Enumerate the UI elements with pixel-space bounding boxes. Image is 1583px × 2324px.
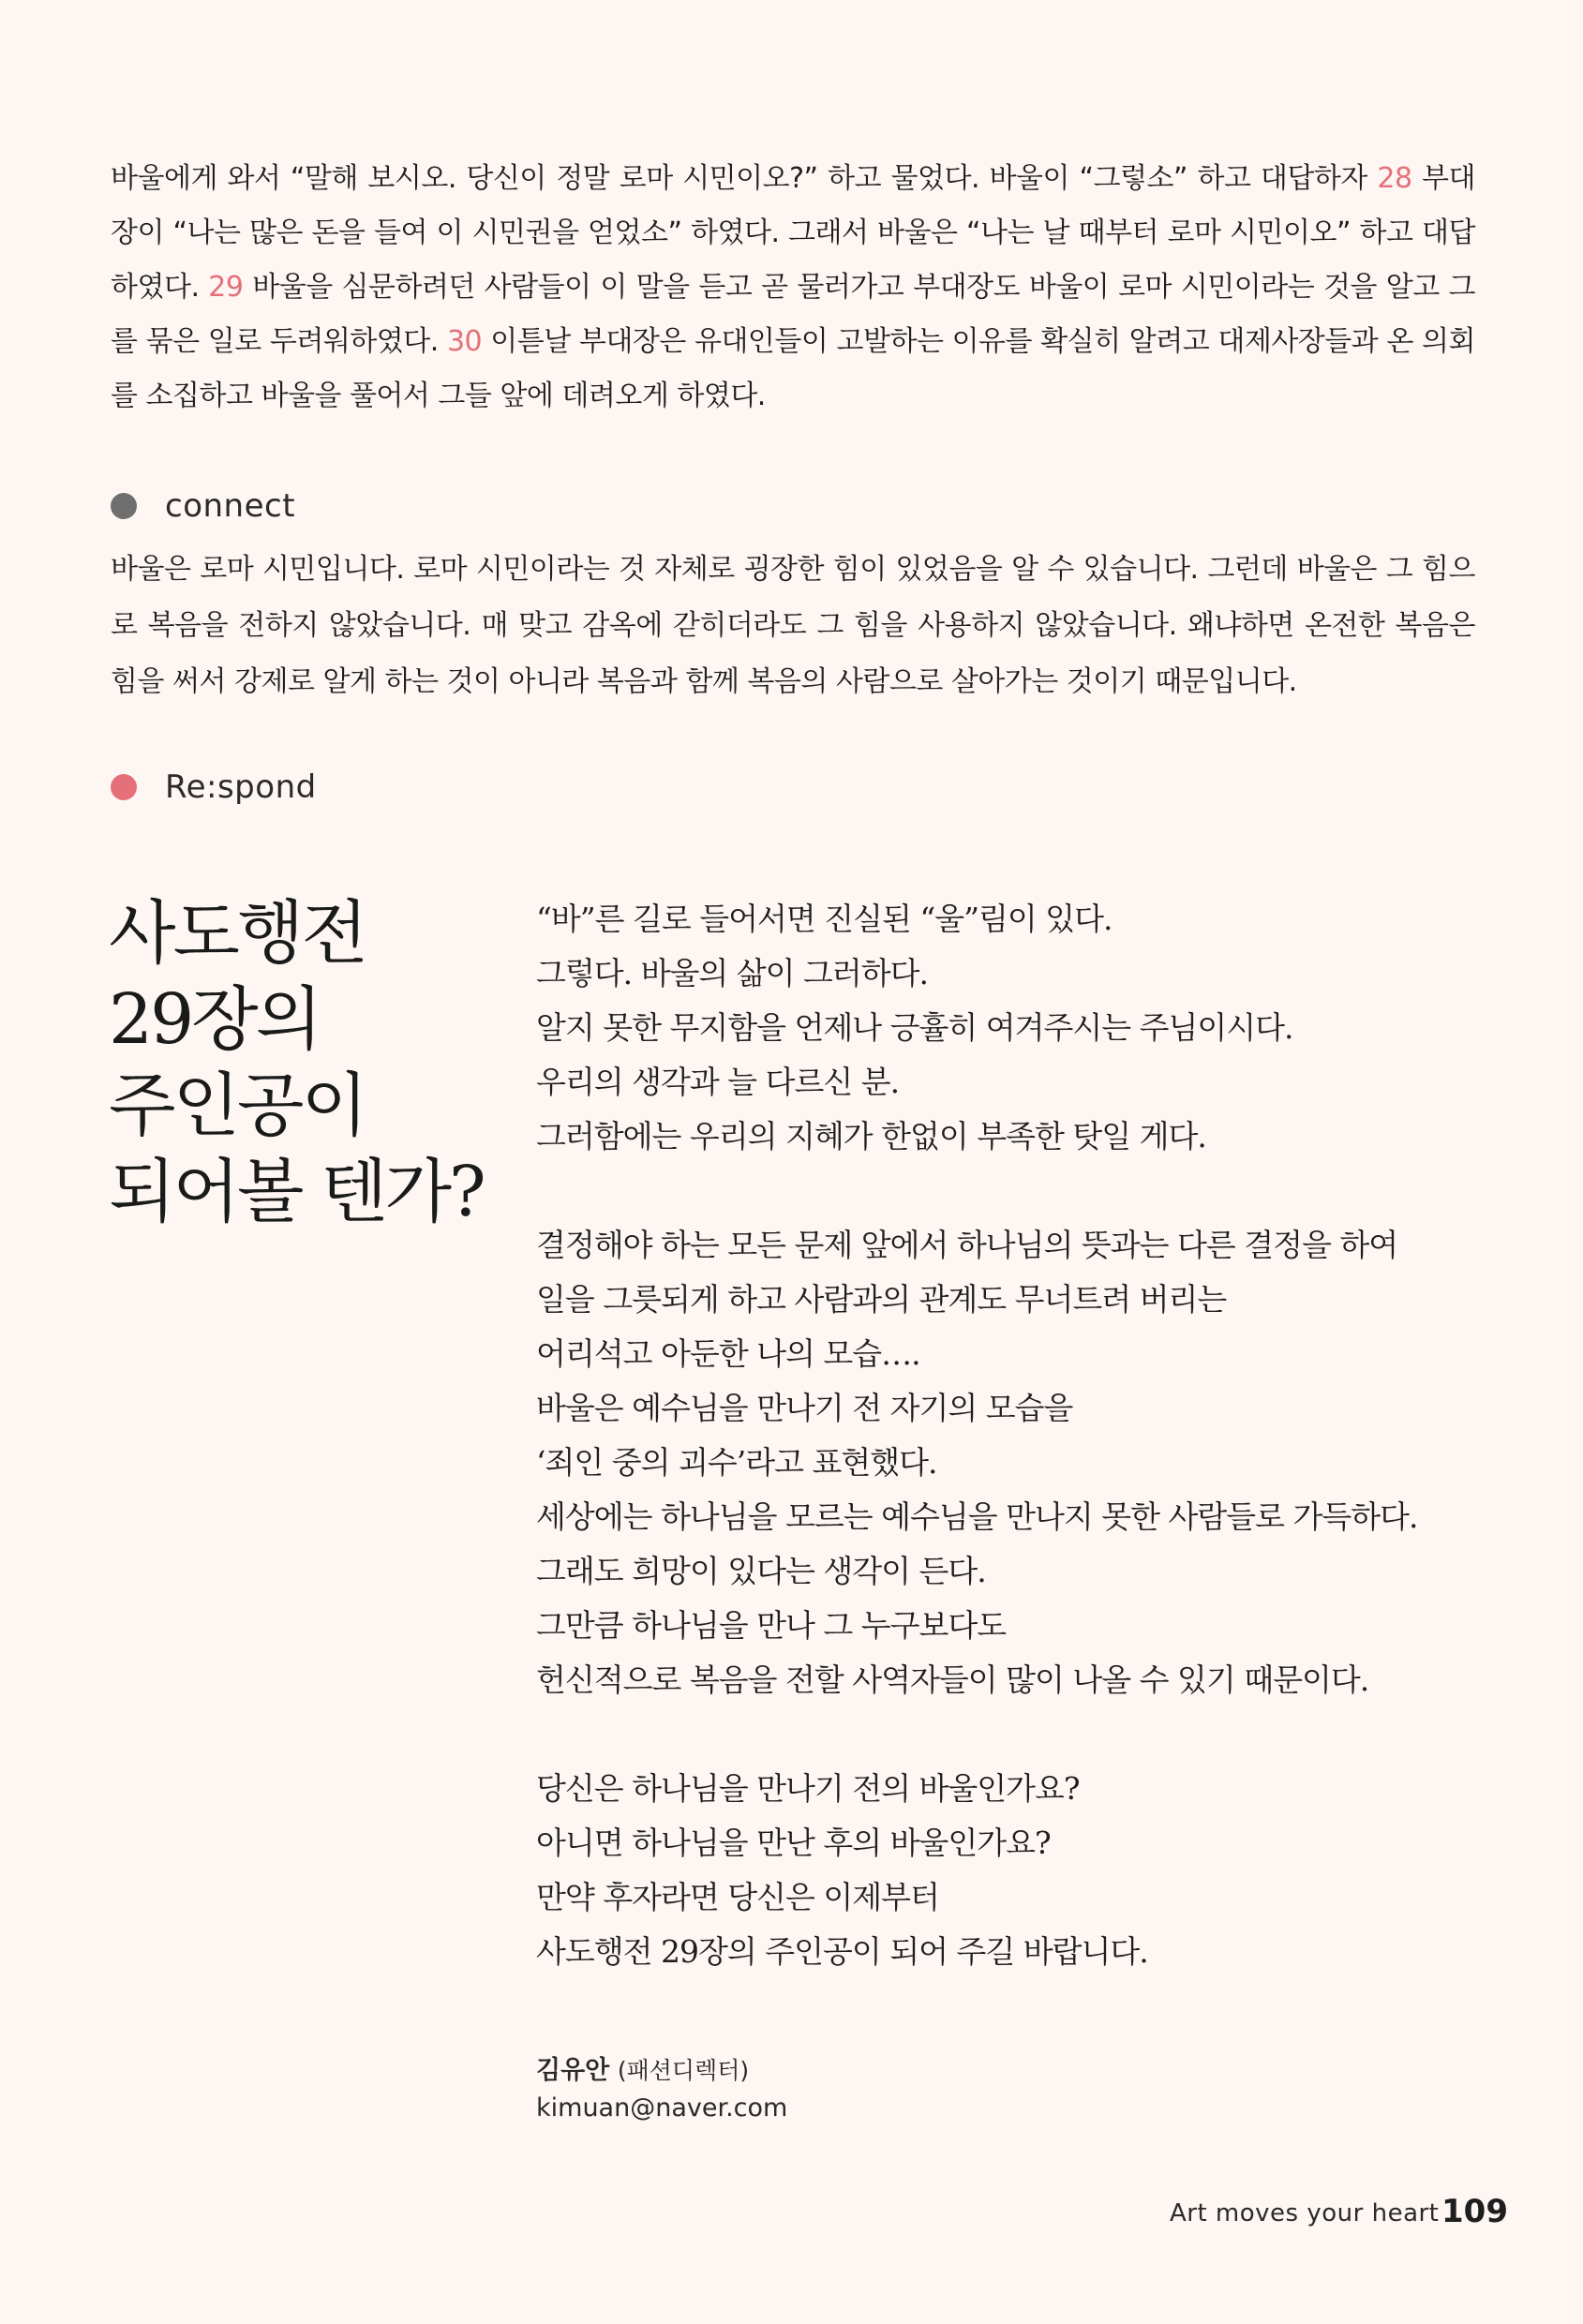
poem-line: 그만큼 하나님을 만나 그 누구보다도 (536, 1607, 1007, 1644)
poem-line: ‘죄인 중의 괴수’라고 표현했다. (536, 1444, 937, 1481)
verse-number: 30 (446, 325, 483, 358)
verse-number: 29 (208, 271, 244, 304)
scripture-text: 바울에게 와서 “말해 보시오. 당신이 정말 로마 시민이오?” 하고 물었다. 바울이 “그렇소” 하고 대답하자 (111, 162, 1378, 195)
pink-bullet-icon (111, 774, 137, 800)
poem-line: 어리석고 아둔한 나의 모습…. (536, 1335, 920, 1372)
connect-heading (111, 487, 295, 525)
poem-line: 일을 그릇되게 하고 사람과의 관계도 무너트려 버리는 (536, 1281, 1227, 1318)
scripture-passage (111, 152, 1475, 424)
poem-line: 헌신적으로 복음을 전할 사역자들이 많이 나올 수 있기 때문이다. (536, 1661, 1369, 1698)
gray-bullet-icon (111, 493, 137, 519)
poem-line: 그래도 희망이 있다는 생각이 든다. (536, 1553, 986, 1589)
verse-number: 28 (1377, 162, 1412, 195)
poem-stanza (536, 1762, 1483, 1979)
respond-poem (536, 892, 1483, 1979)
poem-line: “바”른 길로 들어서면 진실된 “울”림이 있다. (536, 901, 1113, 937)
poem-line: 사도행전 29장의 주인공이 되어 주길 바랍니다. (536, 1933, 1148, 1970)
poem-line: 그렇다. 바울의 삶이 그러하다. (536, 955, 928, 991)
poem-line: 알지 못한 무지함을 언제나 긍휼히 여겨주시는 주님이시다. (536, 1009, 1293, 1046)
respond-title (109, 890, 521, 1235)
poem-line: 우리의 생각과 늘 다르신 분. (536, 1064, 900, 1100)
title-line: 사도행전 (109, 893, 366, 974)
respond-heading-label: Re:spond (165, 768, 317, 806)
poem-line: 바울은 예수님을 만나기 전 자기의 모습을 (536, 1390, 1073, 1426)
scripture-text: 바울을 심문하려던 사람들이 이 말을 듣고 곧 물러가고 부대장도 바울이 로마 시민이라는 것을 알고 그를 묶은 일로 두려워하였다. (111, 271, 1475, 358)
poem-stanza (536, 892, 1483, 1164)
author-email: kimuan@naver.com (536, 2093, 788, 2123)
respond-heading (111, 768, 317, 806)
title-line: 되어볼 텐가? (109, 1152, 484, 1232)
poem-line: 세상에는 하나님을 모르는 예수님을 만나지 못한 사람들로 가득하다. (536, 1498, 1418, 1535)
title-line: 29장의 (109, 979, 321, 1060)
poem-line: 그러함에는 우리의 지혜가 한없이 부족한 탓일 게다. (536, 1118, 1206, 1155)
page-number: 109 (1441, 2193, 1508, 2230)
connect-body: 바울은 로마 시민입니다. 로마 시민이라는 것 자체로 굉장한 힘이 있었음을 알 수 있습니다. 그런데 바울은 그 힘으로 복음을 전하지 않았습니다. 매 맞고 감옥에 갇히더라도 그 힘을 사용하지 않았습니다. 왜냐하면 온전한 복음은 힘을 써서 강제로 알게 하는 것이 아니라 복음과 함께 복음의 사람으로 살아가는 것이기 때문입니다. (111, 553, 1475, 698)
poem-stanza (536, 1218, 1483, 1707)
author-credit (536, 2052, 787, 2127)
author-name: 김유안 (536, 2056, 610, 2085)
connect-heading-label: connect (165, 487, 296, 525)
title-line: 주인공이 (109, 1065, 366, 1146)
footer-tagline: Art moves your heart (1170, 2199, 1440, 2227)
poem-line: 결정해야 하는 모든 문제 앞에서 하나님의 뜻과는 다른 결정을 하여 (536, 1227, 1398, 1263)
scripture-text: 이튿날 부대장은 유대인들이 고발하는 이유를 확실히 알려고 대제사장들과 온 의회를 소집하고 바울을 풀어서 그들 앞에 데려오게 하였다. (111, 325, 1475, 412)
poem-line: 만약 후자라면 당신은 이제부터 (536, 1879, 939, 1915)
scripture-text: 부대장이 “나는 많은 돈을 들여 이 시민권을 얻었소” 하였다. 그래서 바울은 “나는 날 때부터 로마 시민이오” 하고 대답하였다. (111, 162, 1476, 304)
author-role: (패션디렉터) (617, 2057, 750, 2084)
poem-line: 아니면 하나님을 만난 후의 바울인가요? (536, 1825, 1051, 1861)
poem-line: 당신은 하나님을 만나기 전의 바울인가요? (536, 1770, 1080, 1807)
